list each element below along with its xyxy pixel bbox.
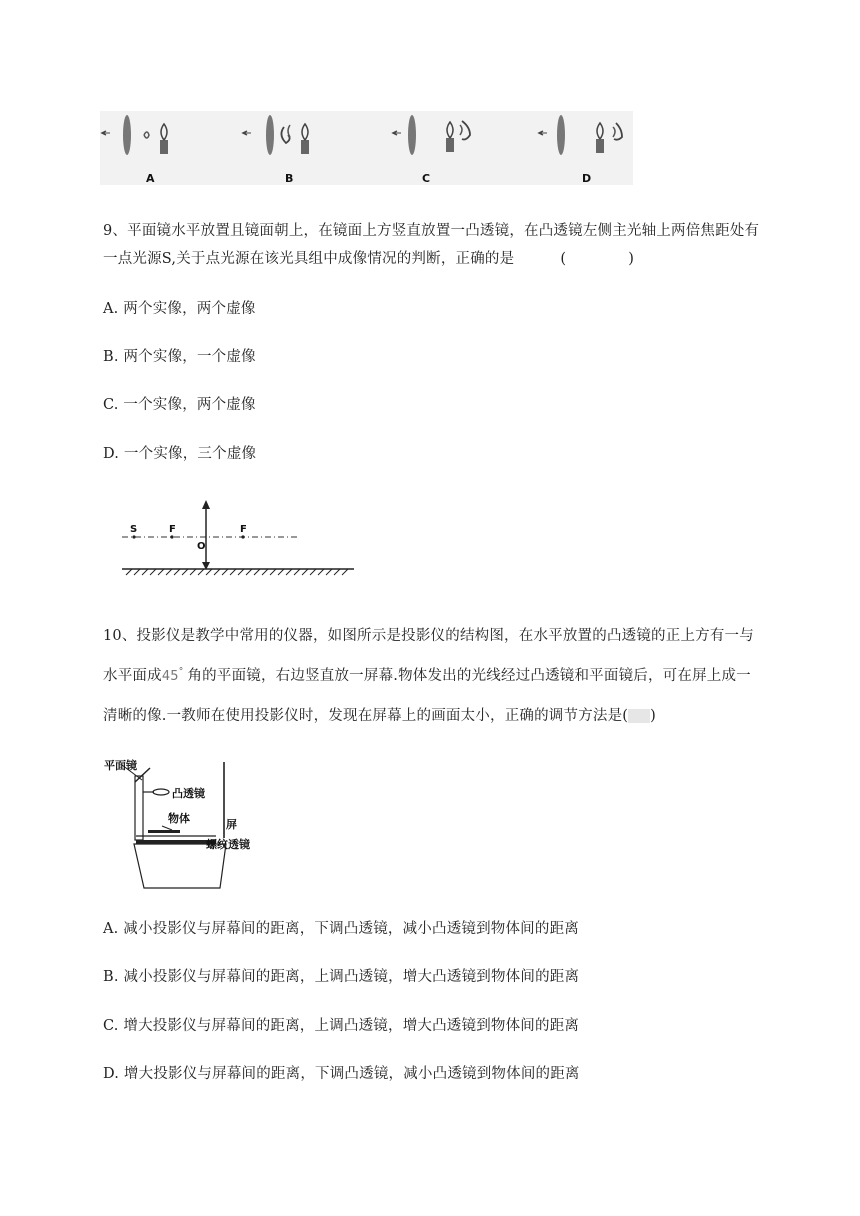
- q10-label-screen: 屏: [226, 818, 237, 831]
- q10-label-lens: 凸透镜: [172, 787, 205, 800]
- q9-option-c[interactable]: C. 一个实像，两个虚像: [103, 397, 256, 413]
- option-a-label: A: [146, 172, 155, 185]
- q10-stem-after: 角的平面镜，右边竖直放一屏幕.物体发出的光线经过凸透镜和平面镜后，可在屏上成一: [187, 668, 751, 684]
- q9-label-f-left: F: [169, 524, 176, 535]
- q10-stem-line2: [103, 664, 751, 685]
- lens-options-figure: [100, 111, 633, 185]
- q10-label-object: 物体: [168, 812, 190, 825]
- q9-stem-line2: [103, 247, 634, 268]
- q10-angle-value: 45: [161, 669, 179, 684]
- option-c-drawing: [393, 115, 470, 155]
- q10-label-mirror: 平面镜: [104, 759, 137, 772]
- q10-stem-text: 清晰的像.一教师在使用投影仪时，发现在屏幕上的画面太小，正确的调节方法是(: [103, 708, 629, 724]
- option-b-drawing: [243, 115, 309, 155]
- q9-lens-mirror-figure: [118, 495, 358, 577]
- lens-options-svg: [100, 111, 633, 185]
- q9-stem-text: 一点光源S,关于点光源在该光具组中成像情况的判断，正确的是: [103, 251, 515, 267]
- q10-label-fresnel: 螺纹透镜: [206, 838, 250, 851]
- q10-option-b[interactable]: B. 减小投影仪与屏幕间的距离，上调凸透镜，增大凸透镜到物体间的距离: [103, 969, 580, 985]
- q10-paren-close: ): [650, 708, 657, 724]
- q9-option-b[interactable]: B. 两个实像，一个虚像: [103, 349, 256, 365]
- q10-option-a[interactable]: A. 减小投影仪与屏幕间的距离，下调凸透镜，减小凸透镜到物体间的距离: [103, 921, 579, 937]
- q9-label-f-right: F: [240, 524, 247, 535]
- q9-stem-line1: 9、平面镜水平放置且镜面朝上，在镜面上方竖直放置一凸透镜，在凸透镜左侧主光轴上两倍焦距处有: [103, 223, 760, 239]
- q9-paren-close: ): [628, 251, 635, 267]
- option-a-drawing: [102, 115, 168, 155]
- q10-stem-before: 水平面成: [103, 668, 162, 684]
- option-d-label: D: [582, 172, 592, 185]
- q9-label-s: S: [130, 524, 138, 535]
- q10-projector-figure: [102, 756, 272, 892]
- q10-option-d[interactable]: D. 增大投影仪与屏幕间的距离，下调凸透镜，减小凸透镜到物体间的距离: [103, 1066, 580, 1082]
- q9-paren-open: (: [560, 251, 567, 267]
- option-d-drawing: [539, 115, 622, 155]
- option-c-label: C: [422, 172, 431, 185]
- q10-option-c[interactable]: C. 增大投影仪与屏幕间的距离，上调凸透镜，增大凸透镜到物体间的距离: [103, 1018, 580, 1034]
- q9-option-d[interactable]: D. 一个实像，三个虚像: [103, 446, 257, 462]
- option-b-label: B: [285, 172, 294, 185]
- q10-stem-line3: [103, 704, 656, 725]
- q10-figure-svg: [102, 756, 272, 892]
- q10-stem-line1: 10、投影仪是教学中常用的仪器，如图所示是投影仪的结构图，在水平放置的凸透镜的正上方有一与: [103, 628, 754, 644]
- q10-degree-sign: °: [178, 667, 184, 678]
- q9-label-o: O: [197, 541, 206, 552]
- q9-option-a[interactable]: A. 两个实像，两个虚像: [103, 301, 256, 317]
- q9-figure-svg: [118, 495, 358, 577]
